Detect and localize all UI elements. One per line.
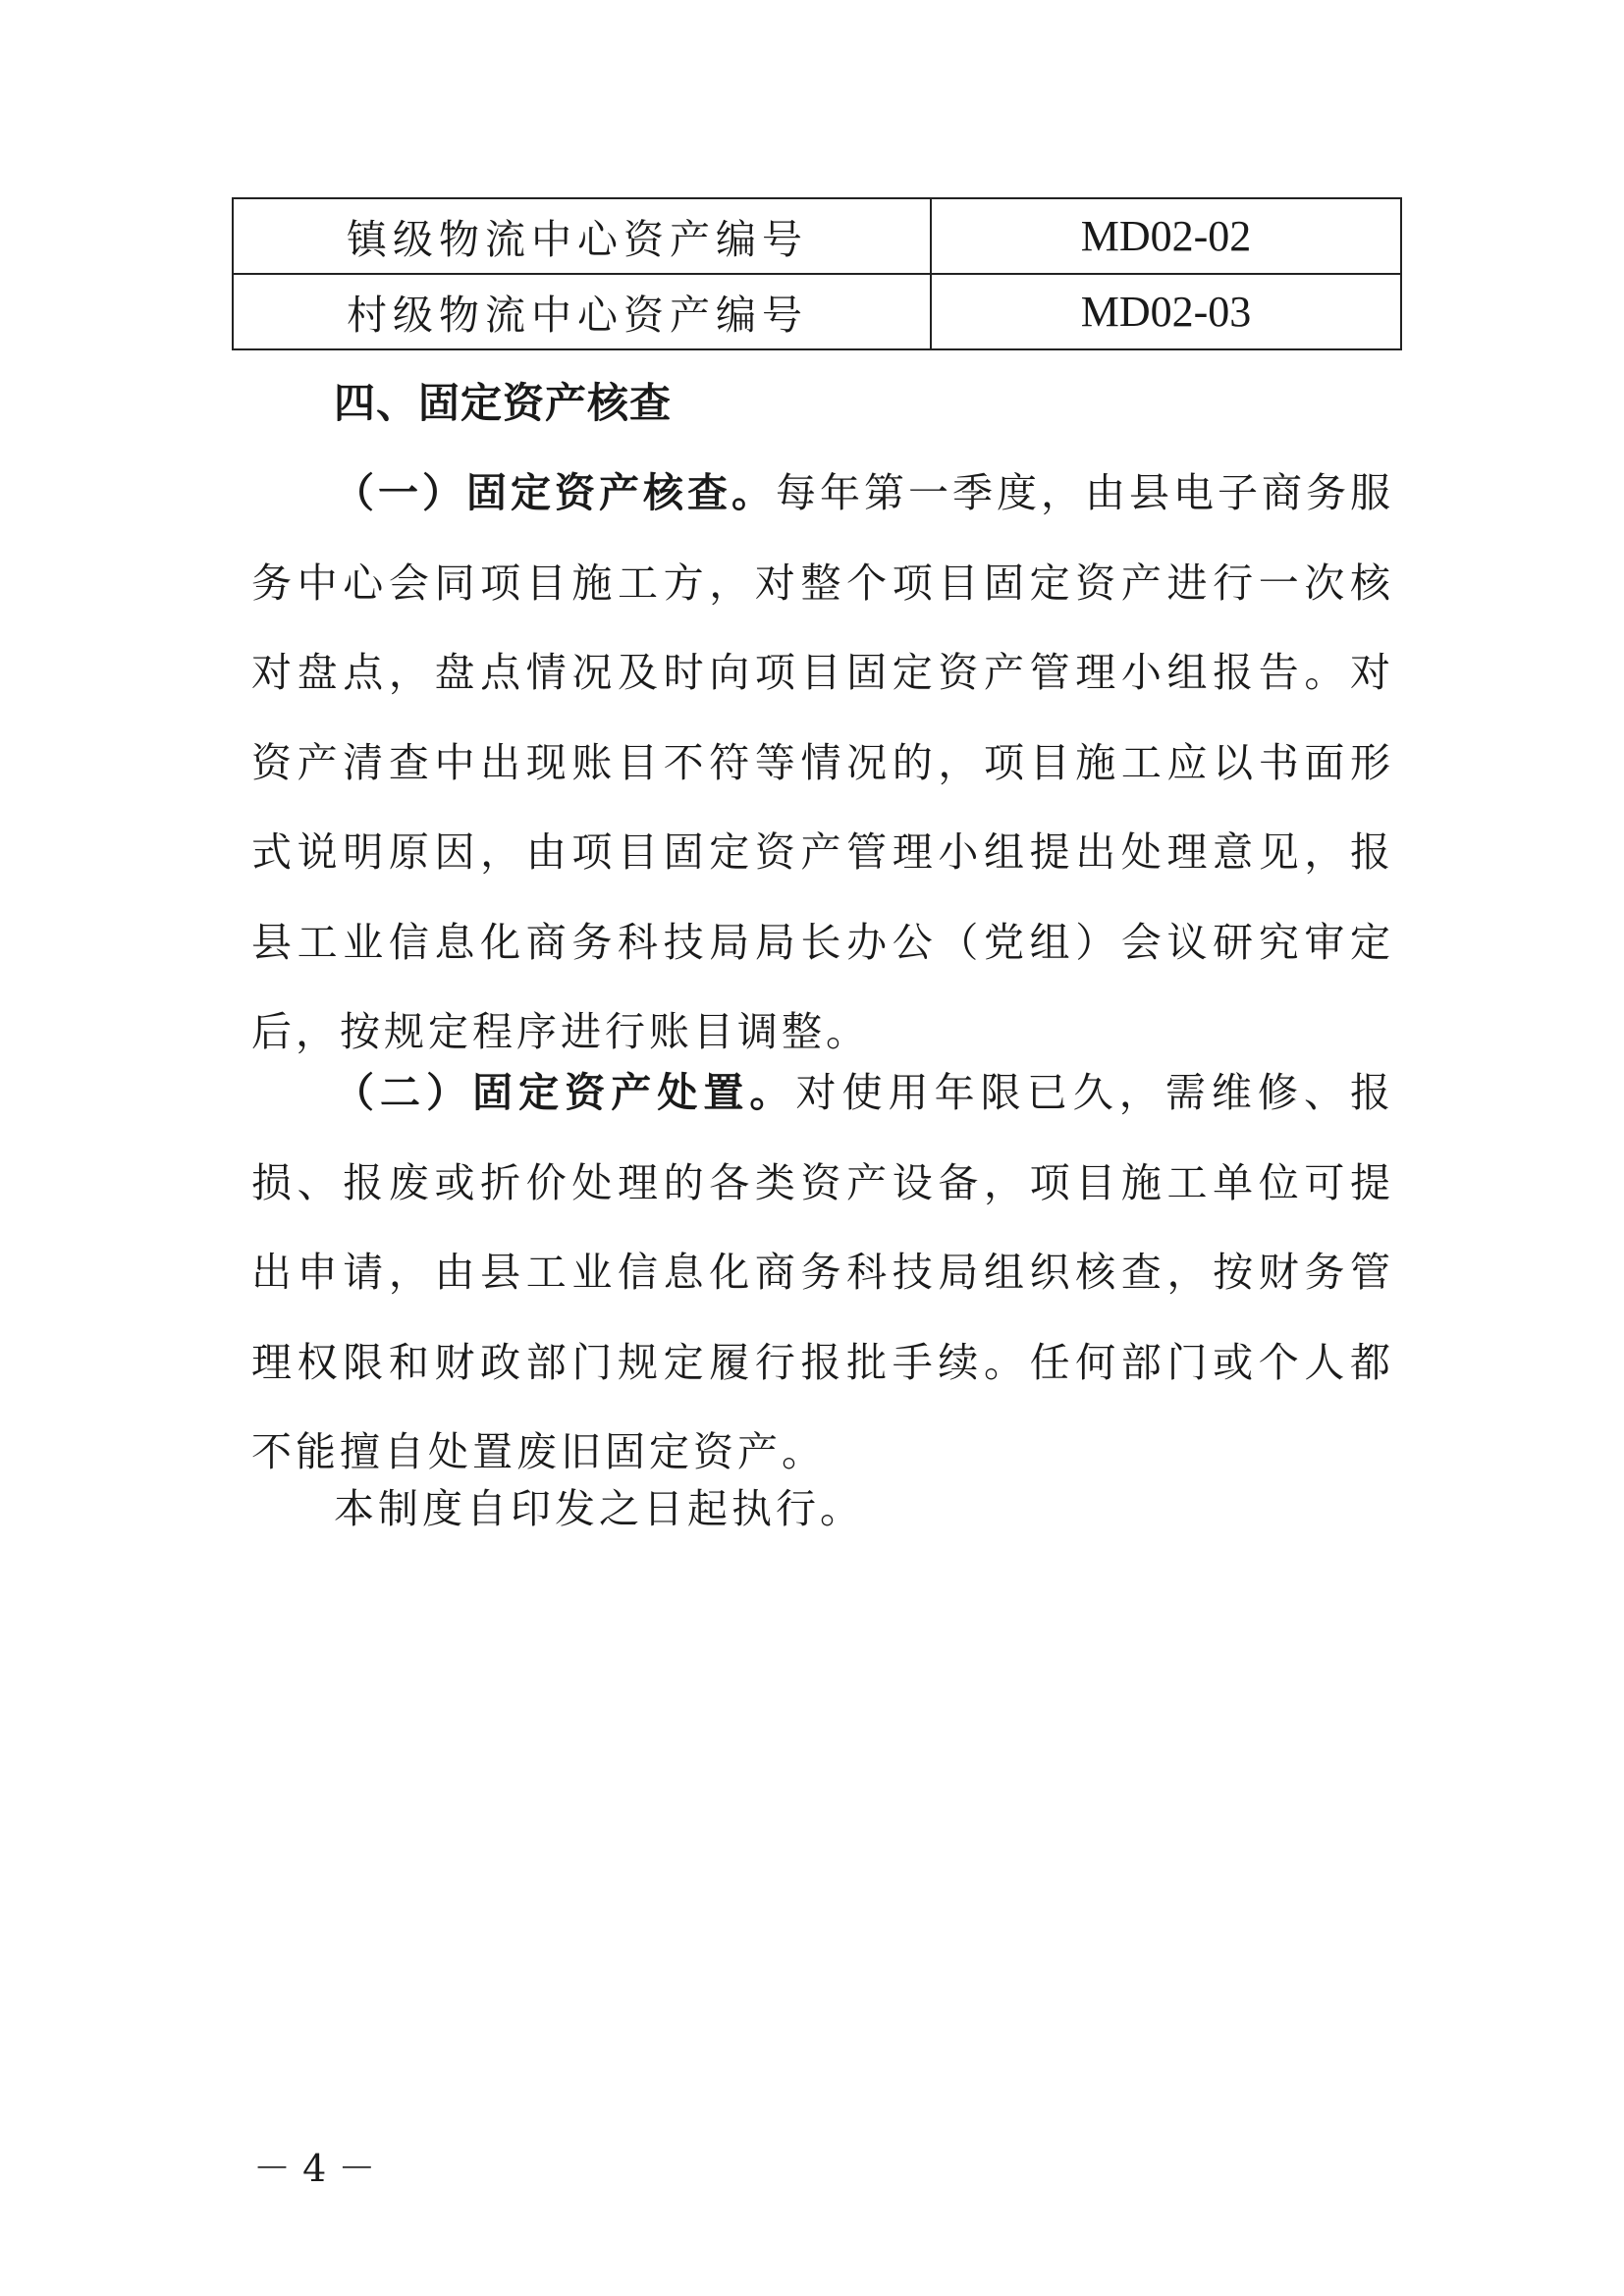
paragraph-body: 每年第一季度，由县电子商务服务中心会同项目施工方，对整个项目固定资产进行一次核对盘点，盘点情况及时向项目固定资产管理小组报告。对资产清查中出现账目不符等情况的，项目施工应以书面形式说明原因，由项目固定资产管理小组提出处理意见，报县工业信息化商务科技局局长办公（党组）会议研究审定后，按规定程序进行账目调整。 <box>251 469 1394 1055</box>
paragraph-lead: （二）固定资产处置。 <box>334 1069 796 1116</box>
closing-statement: 本制度自印发之日起执行。 <box>334 1485 864 1532</box>
table-cell-label: 村级物流中心资产编号 <box>233 274 931 349</box>
paragraph-asset-disposal <box>251 1048 1394 1498</box>
table-cell-label: 镇级物流中心资产编号 <box>233 198 931 274</box>
table-row <box>233 274 1401 349</box>
paragraph-body: 对使用年限已久，需维修、报损、报废或折价处理的各类资产设备，项目施工单位可提出申请，由县工业信息化商务科技局组织核查，按财务管理权限和财政部门规定履行报批手续。任何部门或个人都不能擅自处置废旧固定资产。 <box>251 1069 1395 1475</box>
asset-number-table <box>232 197 1402 350</box>
paragraph-lead: （一）固定资产核查。 <box>334 469 776 516</box>
table-cell-code: MD02-02 <box>931 198 1401 274</box>
paragraph-asset-check <box>251 449 1394 1078</box>
table-row <box>233 198 1401 274</box>
section-heading: 四、固定资产核查 <box>334 379 673 427</box>
table-cell-code: MD02-03 <box>931 274 1401 349</box>
page-number: － 4 － <box>253 2147 376 2190</box>
